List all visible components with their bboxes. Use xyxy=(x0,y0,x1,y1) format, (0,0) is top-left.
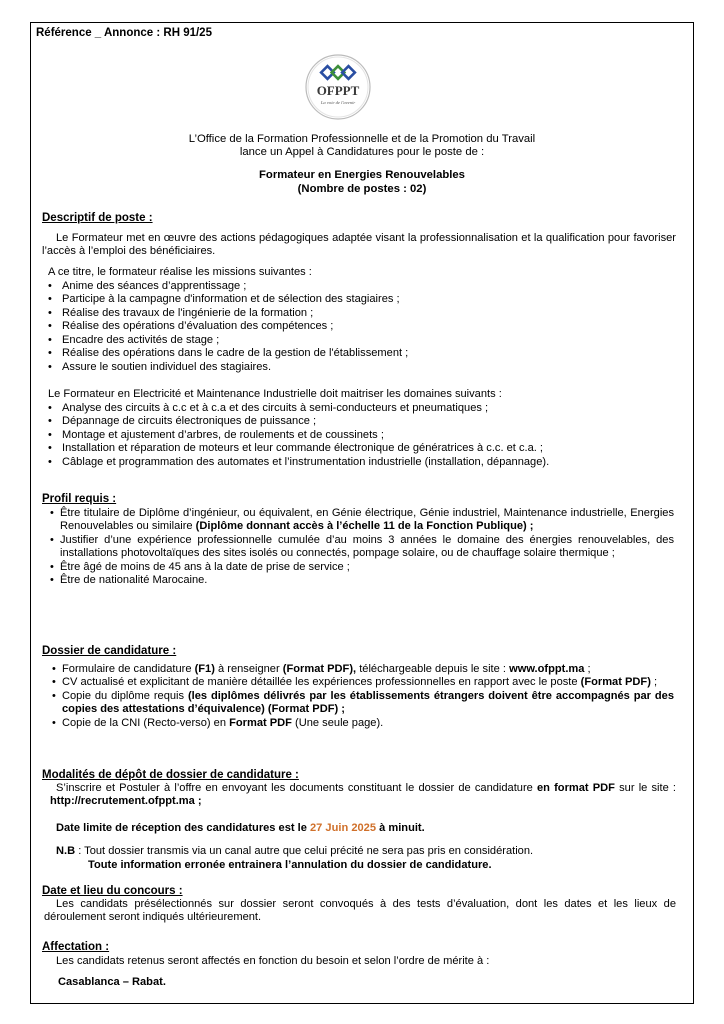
heading-modalites: Modalités de dépôt de dossier de candidature : xyxy=(42,769,299,781)
reference-line: Référence _ Annonce : RH 91/25 xyxy=(36,27,212,39)
list-item: • Être titulaire de Diplôme d’ingénieur, ou équivalent, en Génie électrique, Génie industriel, Maintenance industrielle, Energies Renouvelables ou similaire (Diplôme donnant accès à l’échelle 11 de la Fonction Publique) ; xyxy=(50,507,674,534)
list-item: • Encadre des activités de stage ; xyxy=(48,334,678,347)
deadline-date: 27 Juin 2025 xyxy=(310,822,377,834)
ofppt-website-link[interactable]: www.ofppt.ma xyxy=(509,663,585,675)
svg-text:OFPPT: OFPPT xyxy=(316,83,360,98)
list-item: • Montage et ajustement d’arbres, de roulements et de coussinets ; xyxy=(48,429,678,442)
list-item: • CV actualisé et explicitant de manière détaillée les expériences professionnelles en rapport avec le poste (Format PDF) ; xyxy=(52,676,674,689)
list-item: • Réalise des travaux de l'ingénierie de la formation ; xyxy=(48,307,678,320)
list-item: • Réalise des opérations d’évaluation des compétences ; xyxy=(48,320,678,333)
affectation-text: Les candidats retenus seront affectés en fonction du besoin et selon l’ordre de mérite à : xyxy=(56,955,490,967)
list-item: • Copie du diplôme requis (les diplômes délivrés par les établissements étrangers doivent être accompagnés par des copies des attestations d’équivalence) (Format PDF) ; xyxy=(52,690,674,717)
list-item: • Formulaire de candidature (F1) à renseigner (Format PDF), téléchargeable depuis le site : www.ofppt.ma ; xyxy=(52,663,674,676)
domaines-intro: Le Formateur en Electricité et Maintenance Industrielle doit maitriser les domaines suivants : xyxy=(48,388,502,400)
concours-paragraph: Les candidats présélectionnés sur dossier seront convoqués à des tests d’évaluation, dont les dates et les lieux de déroulement seront indiqués ultérieurement. xyxy=(44,898,676,924)
profil-list xyxy=(50,507,674,588)
heading-dossier: Dossier de candidature : xyxy=(42,645,177,657)
list-item: • Assure le soutien individuel des stagiaires. xyxy=(48,361,678,374)
nb-note: N.B : Tout dossier transmis via un canal autre que celui précité ne sera pas pris en considération. xyxy=(56,845,534,857)
missions-list xyxy=(48,280,678,374)
list-item: • Anime des séances d’apprentissage ; xyxy=(48,280,678,293)
list-item: • Être âgé de moins de 45 ans à la date de prise de service ; xyxy=(50,561,674,574)
heading-descriptif: Descriptif de poste : xyxy=(42,212,153,224)
heading-concours: Date et lieu du concours : xyxy=(42,885,183,897)
ofppt-logo xyxy=(305,54,371,120)
list-item: • Réalise des opérations dans le cadre de la gestion de l'établissement ; xyxy=(48,347,678,360)
job-count: (Nombre de postes : 02) xyxy=(297,183,427,195)
recrutement-link[interactable]: http://recrutement.ofppt.ma ; xyxy=(50,795,202,808)
descriptif-paragraph: Le Formateur met en œuvre des actions pédagogiques adaptée visant la professionnalisation et la qualification pour favoriser l’accès à l’emploi des bénéficiaires. xyxy=(42,232,676,258)
domaines-list xyxy=(48,402,678,469)
job-title: Formateur en Energies Renouvelables xyxy=(259,169,465,181)
list-item: • Dépannage de circuits électroniques de puissance ; xyxy=(48,415,678,428)
dossier-list xyxy=(52,663,674,730)
list-item: • Copie de la CNI (Recto-verso) en Format PDF (Une seule page). xyxy=(52,717,674,730)
heading-affectation: Affectation : xyxy=(42,941,110,953)
deadline-line: Date limite de réception des candidatures est le 27 Juin 2025 à minuit. xyxy=(56,822,425,834)
list-item: • Analyse des circuits à c.c et à c.a et des circuits à semi-conducteurs et pneumatiques ; xyxy=(48,402,678,415)
list-item: • Justifier d’une expérience professionnelle cumulée d’au moins 3 années le domaine des énergies renouvelables, des installations photovoltaïques des sites isolés ou connectés, pompage solaire, ou de chauffage solaire thermique ; xyxy=(50,534,674,561)
affectation-villes: Casablanca – Rabat. xyxy=(58,976,166,988)
heading-profil: Profil requis : xyxy=(42,493,117,505)
list-item: • Câblage et programmation des automates et l’instrumentation industrielle (installation, dépannage). xyxy=(48,456,678,469)
list-item: • Participe à la campagne d'information et de sélection des stagiaires ; xyxy=(48,293,678,306)
list-item: • Être de nationalité Marocaine. xyxy=(50,574,674,587)
nb-warning: Toute information erronée entrainera l’annulation du dossier de candidature. xyxy=(88,859,492,871)
intro-line-2: lance un Appel à Candidatures pour le poste de : xyxy=(239,146,485,158)
svg-text:La voie de l'avenir: La voie de l'avenir xyxy=(320,100,356,105)
intro-line-1: L’Office de la Formation Professionnelle et de la Promotion du Travail xyxy=(188,133,536,145)
missions-intro: A ce titre, le formateur réalise les missions suivantes : xyxy=(48,266,312,278)
modalites-paragraph: S’inscrire et Postuler à l’offre en envoyant les documents constituant le dossier de candidature en format PDF sur le site : http://recrutement.ofppt.ma ; xyxy=(50,782,676,808)
list-item: • Installation et réparation de moteurs et leur commande électronique de génératrices à c.c. et c.a. ; xyxy=(48,442,678,455)
